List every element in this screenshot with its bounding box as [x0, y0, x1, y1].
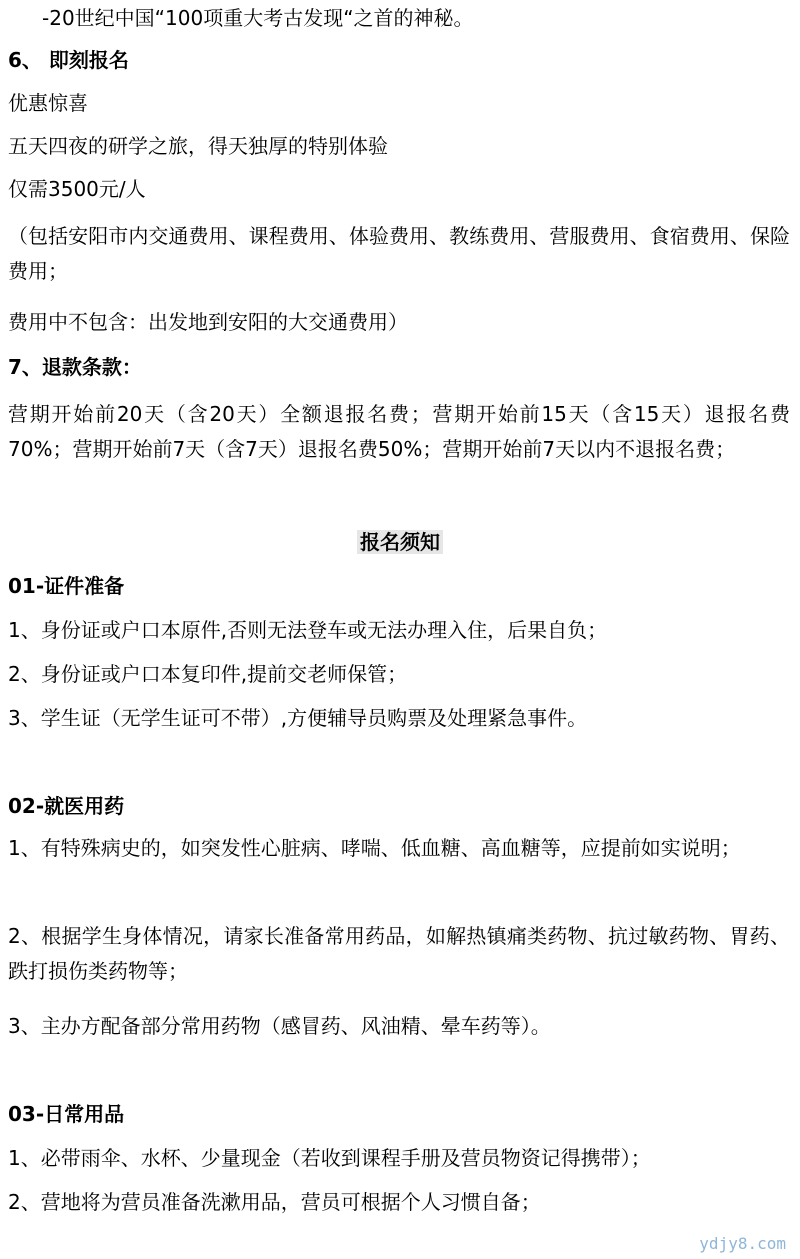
section-7-title: 7、退款条款： — [8, 355, 142, 379]
section-01-item-1: 1、身份证或户口本原件,否则无法登车或无法办理入住，后果自负； — [8, 618, 608, 642]
trip-text: 五天四夜的研学之旅，得天独厚的特别体验 — [8, 134, 388, 158]
section-02-item-3: 3、主办方配备部分常用药物（感冒药、风油精、晕车药等）。 — [8, 1014, 551, 1038]
intro-continuation: -20世纪中国“100项重大考古发现“之首的神秘。 — [42, 6, 474, 30]
section-03-item-1: 1、必带雨伞、水杯、少量现金（若收到课程手册及营员物资记得携带）； — [8, 1146, 651, 1170]
notice-title — [0, 528, 800, 556]
section-03-item-2: 2、营地将为营员准备洗漱用品，营员可根据个人习惯自备； — [8, 1190, 541, 1214]
watermark: ydjy8.com — [699, 1234, 786, 1253]
promo-text: 优惠惊喜 — [8, 91, 88, 115]
notice-title-text: 报名须知 — [357, 530, 443, 554]
section-03-title: 03-日常用品 — [8, 1102, 125, 1126]
includes-text: （包括安阳市内交通费用、课程费用、体验费用、教练费用、营服费用、食宿费用、保险费用； — [8, 224, 790, 283]
section-01-item-3: 3、学生证（无学生证可不带）,方便辅导员购票及处理紧急事件。 — [8, 706, 588, 730]
section-6-title: 6、 即刻报名 — [8, 48, 129, 72]
section-02-item-2: 2、根据学生身体情况，请家长准备常用药品，如解热镇痛类药物、抗过敏药物、胃药、跌打损伤类药物等； — [8, 924, 790, 983]
section-02-title: 02-就医用药 — [8, 794, 125, 818]
price-text: 仅需3500元/人 — [8, 177, 146, 201]
section-02-item-1: 1、有特殊病史的，如突发性心脏病、哮喘、低血糖、高血糖等，应提前如实说明； — [8, 836, 741, 860]
section-01-item-2: 2、身份证或户口本复印件,提前交老师保管； — [8, 662, 408, 686]
excludes-text: 费用中不包含：出发地到安阳的大交通费用） — [8, 310, 408, 334]
refund-text: 营期开始前20天（含20天）全额退报名费；营期开始前15天（含15天）退报名费70%；营期开始前7天（含7天）退报名费50%；营期开始前7天以内不退报名费； — [8, 402, 790, 461]
section-01-title: 01-证件准备 — [8, 574, 125, 598]
